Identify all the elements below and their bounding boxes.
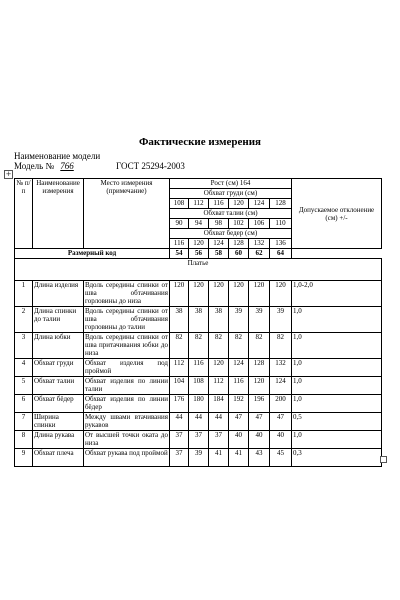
row-value: 124 <box>229 359 249 377</box>
row-tolerance: 1,0 <box>292 431 382 449</box>
chest-size-cell: 120 <box>229 199 249 209</box>
row-measure-name: Обхват бёдер <box>33 395 84 413</box>
row-value: 176 <box>170 395 189 413</box>
row-value: 39 <box>229 307 249 333</box>
row-measure-name: Длина изделия <box>33 281 84 307</box>
row-value: 82 <box>249 333 270 359</box>
row-measure-place: Обхват рукава под проймой <box>84 449 170 467</box>
row-value: 40 <box>270 431 292 449</box>
row-measure-name: Ширина спинки <box>33 413 84 431</box>
hip-size-cell: 124 <box>209 239 229 249</box>
measurement-row <box>15 431 382 449</box>
row-tolerance: 1,0 <box>292 307 382 333</box>
row-tolerance: 1,0 <box>292 395 382 413</box>
waist-size-cell: 106 <box>249 219 270 229</box>
row-tolerance: 1,0-2,0 <box>292 281 382 307</box>
size-code-label: Размерный код <box>15 249 170 259</box>
row-value: 116 <box>189 359 209 377</box>
row-measure-place: Обхват изделия под проймой <box>85 359 168 375</box>
row-value: 38 <box>189 307 209 333</box>
hip-size-cell: 120 <box>189 239 209 249</box>
row-value: 120 <box>249 281 270 307</box>
row-measure-place: Обхват изделия по линии талии <box>85 377 168 393</box>
row-tolerance: 0,3 <box>292 449 382 467</box>
row-value: 47 <box>270 413 292 431</box>
row-value: 39 <box>189 449 209 467</box>
waist-size-cell: 102 <box>229 219 249 229</box>
row-value: 44 <box>189 413 209 431</box>
hip-size-cell: 136 <box>270 239 292 249</box>
model-name-label: Наименование модели <box>14 151 101 161</box>
row-value: 38 <box>209 307 229 333</box>
header-measure-name: Наименование измерения <box>33 179 84 249</box>
row-value: 120 <box>249 377 270 395</box>
row-number: 5 <box>15 377 33 395</box>
row-value: 41 <box>209 449 229 467</box>
row-measure-place: Вдоль середины спинки от шва притачивания юбки до низа <box>85 333 168 357</box>
row-number: 8 <box>15 431 33 449</box>
row-value: 132 <box>270 359 292 377</box>
row-value: 82 <box>209 333 229 359</box>
measurement-row <box>15 281 382 307</box>
row-value: 44 <box>209 413 229 431</box>
section-title: Платье <box>15 259 382 281</box>
row-measure-place: Обхват изделия по линии бёдер <box>85 395 168 411</box>
size-code-cell: 62 <box>249 249 270 259</box>
size-code-cell: 54 <box>170 249 189 259</box>
header-tolerance: Допускаемое отклонение (см) +/- <box>292 179 382 249</box>
measurement-row <box>15 449 382 467</box>
row-value: 184 <box>209 395 229 413</box>
row-value: 40 <box>249 431 270 449</box>
chest-size-cell: 128 <box>270 199 292 209</box>
row-value: 37 <box>209 431 229 449</box>
row-value: 200 <box>270 395 292 413</box>
row-value: 47 <box>249 413 270 431</box>
measurements-table <box>14 178 382 467</box>
chest-size-cell: 124 <box>249 199 270 209</box>
row-value: 120 <box>170 281 189 307</box>
header-measure-place: Место измерения (примечание) <box>84 179 170 249</box>
row-value: 104 <box>170 377 189 395</box>
row-tolerance: 0,5 <box>292 413 382 431</box>
measurement-row <box>15 333 382 359</box>
measurement-row <box>15 395 382 413</box>
size-code-row <box>15 249 382 259</box>
measurement-row <box>15 377 382 395</box>
table-resize-handle[interactable] <box>380 456 387 463</box>
size-code-cell: 64 <box>270 249 292 259</box>
model-number-value: 766 <box>60 161 74 171</box>
row-value: 120 <box>209 359 229 377</box>
row-number: 9 <box>15 449 33 467</box>
measurement-row <box>15 307 382 333</box>
row-value: 120 <box>209 281 229 307</box>
row-value: 82 <box>189 333 209 359</box>
row-value: 192 <box>229 395 249 413</box>
row-value: 108 <box>189 377 209 395</box>
row-value: 120 <box>229 281 249 307</box>
row-measure-place: Между швами втачивания рукавов <box>85 413 168 429</box>
gost-standard: ГОСТ 25294-2003 <box>116 161 185 171</box>
row-value: 82 <box>229 333 249 359</box>
size-code-cell: 60 <box>229 249 249 259</box>
header-waist: Обхват талии (см) <box>170 209 292 219</box>
row-number: 4 <box>15 359 33 377</box>
row-value: 124 <box>270 377 292 395</box>
row-value: 40 <box>229 431 249 449</box>
hip-size-cell: 116 <box>170 239 189 249</box>
row-value: 37 <box>170 449 189 467</box>
row-tolerance: 1,0 <box>292 359 382 377</box>
row-value: 39 <box>270 307 292 333</box>
model-number-line <box>14 161 185 171</box>
row-value: 37 <box>170 431 189 449</box>
row-value: 112 <box>209 377 229 395</box>
row-measure-name: Длина спинки до талии <box>33 307 84 333</box>
header-height: Рост (см) 164 <box>170 179 292 189</box>
row-value: 39 <box>249 307 270 333</box>
row-value: 128 <box>249 359 270 377</box>
measurement-row <box>15 359 382 377</box>
row-number: 6 <box>15 395 33 413</box>
header-chest: Обхват груди (см) <box>170 189 292 199</box>
row-value: 82 <box>170 333 189 359</box>
table-move-handle-icon[interactable]: + <box>5 170 12 178</box>
model-number-label: Модель № <box>14 161 55 171</box>
row-measure-name: Обхват плеча <box>33 449 84 467</box>
row-measure-place: От высшей точки оката до низа <box>85 431 168 447</box>
row-tolerance: 1,0 <box>292 333 382 359</box>
waist-size-cell: 94 <box>189 219 209 229</box>
row-value: 38 <box>170 307 189 333</box>
row-value: 120 <box>270 281 292 307</box>
page-title: Фактические измерения <box>138 136 262 148</box>
hip-size-cell: 128 <box>229 239 249 249</box>
row-measure-name: Обхват талии <box>33 377 84 395</box>
row-value: 196 <box>249 395 270 413</box>
size-code-cell: 56 <box>189 249 209 259</box>
waist-size-cell: 90 <box>170 219 189 229</box>
row-value: 82 <box>270 333 292 359</box>
row-value: 44 <box>170 413 189 431</box>
row-number: 3 <box>15 333 33 359</box>
row-measure-name: Длина юбки <box>33 333 84 359</box>
row-value: 116 <box>229 377 249 395</box>
row-value: 37 <box>189 431 209 449</box>
row-value: 45 <box>270 449 292 467</box>
row-value: 120 <box>189 281 209 307</box>
row-value: 43 <box>249 449 270 467</box>
row-number: 1 <box>15 281 33 307</box>
row-number: 2 <box>15 307 33 333</box>
waist-size-cell: 110 <box>270 219 292 229</box>
hip-size-cell: 132 <box>249 239 270 249</box>
row-measure-name: Длина рукава <box>33 431 84 449</box>
measurement-row <box>15 413 382 431</box>
row-value: 180 <box>189 395 209 413</box>
size-code-cell: 58 <box>209 249 229 259</box>
chest-size-cell: 116 <box>209 199 229 209</box>
row-tolerance: 1,0 <box>292 377 382 395</box>
row-value: 41 <box>229 449 249 467</box>
chest-size-cell: 112 <box>189 199 209 209</box>
row-number: 7 <box>15 413 33 431</box>
model-name-line <box>14 151 100 161</box>
header-hips: Обхват бедер (см) <box>170 229 292 239</box>
row-measure-place: Вдоль середины спинки от шва обтачивания горловины до талии <box>85 307 168 331</box>
row-value: 112 <box>170 359 189 377</box>
chest-size-cell: 108 <box>170 199 189 209</box>
header-number: № п/п <box>15 179 33 249</box>
row-measure-place: Вдоль середины спинки от шва обтачивания горловины до низа <box>85 281 168 305</box>
row-value: 47 <box>229 413 249 431</box>
waist-size-cell: 98 <box>209 219 229 229</box>
row-measure-name: Обхват груди <box>33 359 84 377</box>
